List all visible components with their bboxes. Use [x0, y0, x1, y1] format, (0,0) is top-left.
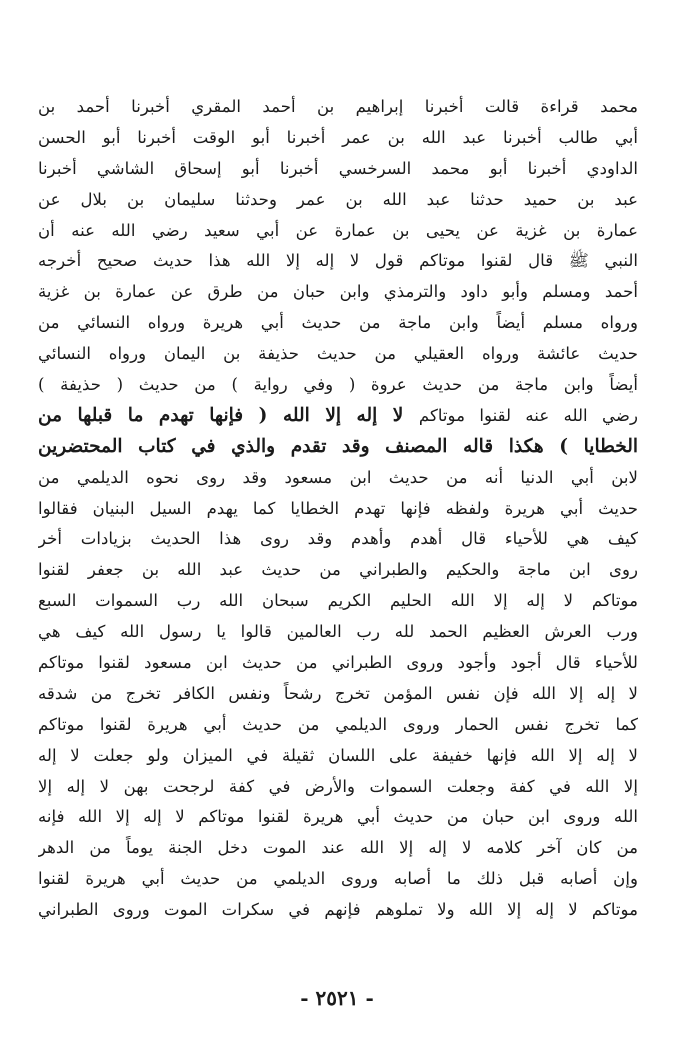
text-line: حديث عائشة ورواه العقيلي من حديث حذيفة بن اليمان ورواه النسائي	[38, 344, 638, 364]
text-line: إلا الله في كفة وجعلت السموات والأرض في كفة لرجحت بهن لا إله إلا	[38, 776, 638, 796]
text-line: لابن أبي الدنيا أنه من حديث ابن مسعود وقد روى نحوه الديلمي من	[38, 467, 638, 487]
text-line: عمارة بن غزية عن يحيى بن عمارة عن أبي سعيد رضي الله عنه أن	[38, 220, 638, 240]
text-line: أحمد ومسلم وأبو داود والترمذي وابن حبان من طرق عن عمارة بن غزية	[38, 282, 638, 302]
text-line: الله وروى ابن حبان من حديث أبي هريرة لقنوا موتاكم لا إله إلا الله فإنه	[38, 807, 638, 827]
text-line: أيضاً وابن ماجة من حديث عروة ( وفي رواية ) من حديث ( حذيفة )	[38, 375, 638, 395]
text-line: من كان آخر كلامه لا إله إلا الله عند الموت دخل الجنة يوماً من الدهر	[38, 838, 638, 858]
body-text	[38, 92, 638, 926]
text-line: أبي طالب أخبرنا عبد الله بن عمر أخبرنا أبو الوقت أخبرنا أبو الحسن	[38, 127, 638, 147]
text-line: ورواه مسلم أيضاً وابن ماجة من حديث أبي هريرة ورواه النسائي من	[38, 313, 638, 333]
page-number: - ٢٥٢١ -	[300, 986, 374, 1010]
text-line: روى ابن ماجة والحكيم والطبراني من حديث عبد الله بن جعفر لقنوا	[38, 560, 638, 580]
text-line: كما تخرج نفس الحمار وروى الديلمي من حديث أبي هريرة لقنوا موتاكم	[38, 714, 638, 734]
text-line: لا إله إلا الله فإنها خفيفة على اللسان ثقيلة في الميزان ولو جعلت لا إله	[38, 745, 638, 765]
hadith-quote: لا إله إلا الله ( فإنها تهدم ما قبلها من	[38, 404, 404, 426]
text-line: النبي ﷺ قال لقنوا موتاكم قول لا إله إلا الله هذا حديث صحيح أخرجه	[38, 251, 638, 271]
text-line: كيف هي للأحياء قال أهدم وأهدم وقد روى هذا الحديث بزيادات أخر	[38, 529, 638, 549]
text-line: الداودي أخبرنا أبو محمد السرخسي أخبرنا أبو إسحاق الشاشي أخبرنا	[38, 158, 638, 178]
text-line: حديث أبي هريرة ولفظه فإنها تهدم الخطايا كما يهدم السيل البنيان فقالوا	[38, 498, 638, 518]
text-line: للأحياء قال أجود وأجود وروى الطبراني من حديث ابن مسعود لقنوا موتاكم	[38, 653, 638, 673]
text-line: ورب العرش العظيم الحمد لله رب العالمين قالوا يا رسول الله كيف هي	[38, 622, 638, 642]
text-line: لا إله إلا الله فإن نفس المؤمن تخرج رشحاً ونفس الكافر تخرج من شدقه	[38, 683, 638, 703]
text-line-emphasis: الخطايا ) هكذا قاله المصنف وقد تقدم والذي في كتاب المحتضرين	[38, 435, 638, 457]
text-line-prefix: رضي الله عنه لقنوا موتاكم	[418, 405, 638, 425]
text-line-emphasis	[38, 401, 638, 432]
text-line: موتاكم لا إله إلا الله الحليم الكريم سبحان الله رب السموات السبع	[38, 591, 638, 611]
text-line: عبد بن حميد حدثنا عبد الله بن عمر وحدثنا سليمان بن بلال عن	[38, 189, 638, 209]
text-line: محمد قراءة قالت أخبرنا إبراهيم بن أحمد المقري أخبرنا أحمد بن	[38, 97, 638, 116]
text-line: موتاكم لا إله إلا الله ولا تملوهم فإنهم في سكرات الموت وروى الطبراني	[38, 900, 638, 920]
text-line: وإن أصابه قبل ذلك ما أصابه وروى الديلمي من حديث أبي هريرة لقنوا	[38, 869, 638, 889]
